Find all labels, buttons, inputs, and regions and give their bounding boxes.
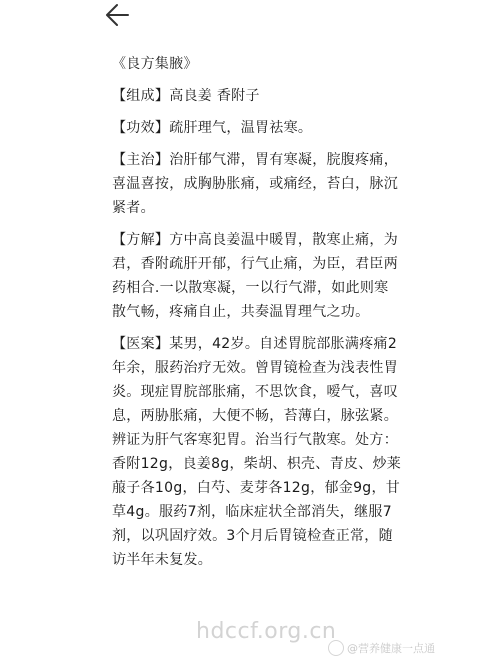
article-content (112, 52, 402, 580)
section-composition: 【组成】高良姜 香附子 (112, 88, 260, 104)
section-indications: 【主治】治肝郁气滞，胃有寒凝，脘腹疼痛，喜温喜按，成胸胁胀痛，或痛经，苔白，脉沉紧者。 (112, 152, 398, 216)
back-arrow-icon[interactable] (104, 2, 132, 28)
book-title: 《良方集腋》 (112, 56, 198, 72)
section-efficacy: 【功效】疏肝理气，温胃祛寒。 (112, 120, 313, 136)
section-formula-analysis: 【方解】方中高良姜温中暖胃，散寒止痛，为君，香附疏肝开郁，行气止痛，为臣，君臣两药相合.一以散寒凝，一以行气滞，如此则寒散气畅，疼痛自止，共奏温胃理气之功。 (112, 232, 398, 320)
account-logo-icon (328, 640, 344, 656)
section-case-report: 【医案】某男，42岁。自述胃脘部胀满疼痛2年余，服药治疗无效。曾胃镜检查为浅表性胃炎。现症胃脘部胀痛，不思饮食，嗳气，喜叹息，两胁胀痛，大便不畅，苔薄白，脉弦紧。辨证为肝气客寒犯胃。治当行气散寒。处方：香附12g，良姜8g，柴胡、枳壳、青皮、炒莱菔子各10g，白芍、麦芽各12g，郁金9g，甘草4g。服药7剂，临床症状全部消失，继服7剂，以巩固疗效。3个月后胃镜检查正常，随访半年未复发。 (112, 336, 402, 568)
author-credit (328, 640, 435, 656)
author-credit-text: @营养健康一点通 (347, 642, 435, 655)
top-bar (0, 0, 500, 52)
site-watermark: hdccf.org.cn (196, 619, 337, 644)
